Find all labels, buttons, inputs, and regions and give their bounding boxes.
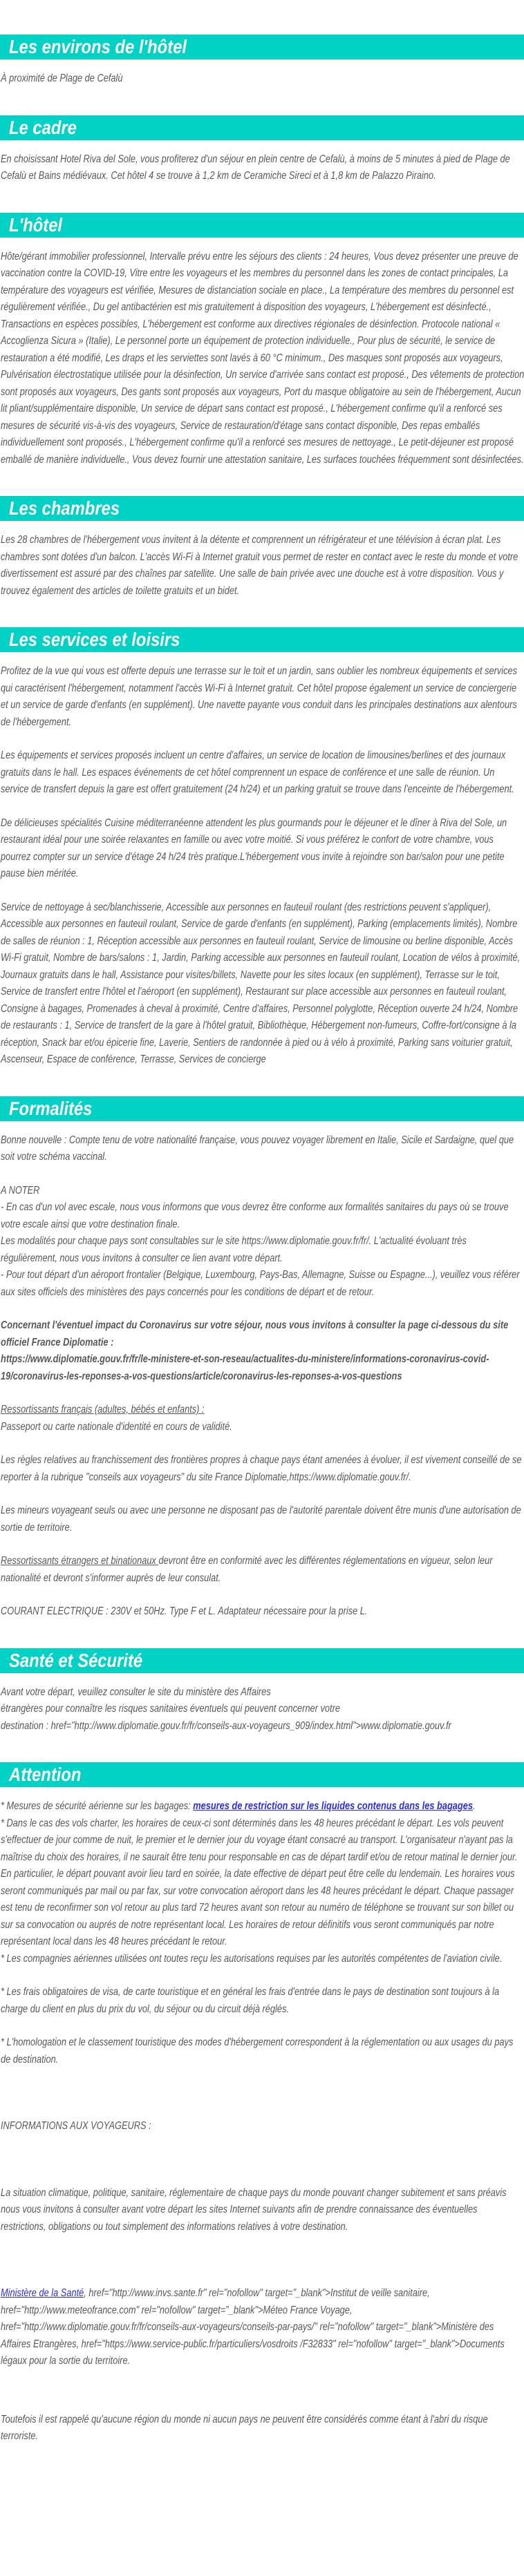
chambres-description-text: Les 28 chambres de l'hébergement vous invitent à la détente et comprennent un réfrigérateur et une télévision à écran plat. Les chambres sont dotées d'un balcon. L'accès Wi-Fi à Internet gratuit vous permet de rester en contact avec le reste du monde et votre divertissement est assuré par des chaînes par satellite. Une salle de bain privée avec une douche est à votre disposition. Vous y trouvez également des articles de toilette gratuits et un bidet. [1,534,518,597]
section-hotel [0,213,524,469]
section-heading-hotel [0,213,524,238]
formalites-regles-frontieres-text: Les règles relatives au franchissement des frontières propres à chaque pays étant amenées à évoluer, il est vivement conseillé de se reporter à la rubrique "conseils aux voyageurs" du site France Diplomatie,https://www.diplomatie.gouv.fr/. [1,1454,522,1483]
section-heading-environs [0,35,524,59]
note-escale-text: - En cas d'un vol avec escale, nous vous informons que vous devrez être conforme aux formalités sanitaires du pays où se trouve votre escale ainsi que votre destination finale. [1,1201,509,1230]
section-heading-attention [0,1762,524,1787]
environs-proximity-text: À proximité de Plage de Cefalù [1,73,123,84]
attention-frais-visa-text: * Les frais obligatoires de visa, de carte touristique et en général les frais d'entrée dans le pays de destination sont toujours à la charge du client en plus du prix du vol, du séjour ou du circuit déjà réglés. [1,1986,500,2015]
section-chambres [0,496,524,600]
cadre-description-text: En choisissant Hotel Riva del Sole, vous profiterez d'un séjour en plein centre de Cefalù, à moins de 5 minutes à pied de Plage de Cefalù et Bains médiévaux. Cet hôtel 4 se trouve à 1,2 km de Ceramiche Sireci et à 1,8 km de Palazzo Piraino. [1,153,510,182]
note-aeroport-frontalier-text: - Pour tout départ d'un aéroport frontalier (Belgique, Luxembourg, Pays-Bas, Allemagne, Suisse ou Espagne...), veuillez vous référer aux sites officiels des ministères des pays concernés pour les conditions de départ et de retour. [1,1269,520,1298]
vols-charter-text: * Dans le cas des vols charter, les horaires de ceux-ci sont déterminés dans les 48 heures précédant le départ. Les vols peuvent s'effectuer de jour comme de nuit, le premier et le dernier jour du voyage étant consacré au transport. L'organisateur n'ayant pas la maîtrise du choix des horaires, il ne saurait être tenu pour responsable en cas de départ tardif et/ou de retour matinal le dernier jour. En particulier, le départ pouvant avoir lieu tard en soirée, la date effective de départ peut être celle du lendemain. Les horaires vous seront communiqués par mail ou par fax, sur votre convocation aéroport dans les 48 heures précédant le départ. Chaque passager est tenu de reconfirmer son vol retour au plus tard 72 heures avant son retour au numéro de téléphone se trouvant sur son billet ou sur sa convocation ou auprés de notre représentant local. Les horaires de retour définitifs vous seront communiqués par notre représentant local dans les 48 heures précédant le retour. [1,1817,518,1947]
section-heading-sante [0,1648,524,1673]
ressortissants-francais-label: Ressortissants français (adultes, bébés et enfants) : [1,1404,205,1415]
compagnies-aeriennes-text: * Les compagnies aériennes utilisées ont toutes reçu les autorisations requises par les autorités compétentes de l'aviation civile. [1,1952,503,1965]
official-links-raw-text: , href="http://www.invs.sante.fr" rel="nofollow" target="_blank">Institut de veille sanitaire, href="http://www.meteofrance.com" rel="nofollow" target="_blank">Méteo France Voyage, href="http://www.diplomatie.gouv.fr/fr/conseils-aux-voyageurs/conseils-par-pays/" rel="nofollow" target="_blank">Ministère des Affaires Etrangères, href="https://www.service-public.fr/particuliers/vosdroits /F32833" rel="nofollow" target="_blank">Documents légaux pour la sortie du territoire. [1,2287,505,2367]
official-links-block [1,2285,524,2370]
sante-line2: étrangères pour connaître les risques sanitaires éventuels qui peuvent concerner votre [1,1703,340,1715]
situation-pays-block [1,2185,524,2236]
ressortissants-etrangers-label: Ressortissants étrangers et binationaux [1,1555,159,1567]
note-modalites-text: Les modalités pour chaque pays sont consultables sur le site https://www.diplomatie.gouv.fr/fr/. L'actualité évoluant très régulièrement, nous vous invitons à consulter ce lien avant votre départ. [1,1235,467,1264]
ressortissants-francais-text: Passeport ou carte nationale d'identité en cours de validité. [1,1420,232,1433]
situation-line1-text: La situation climatique, politique, sanitaire, réglementaire de chaque pays du monde pouvant changer subitement et sans préavis [1,2186,507,2199]
attention-flights-block [1,1798,524,1967]
informations-voyageurs-title: INFORMATIONS AUX VOYAGEURS : [1,2120,151,2132]
section-attention [0,1762,524,2445]
sante-advice-block [1,1684,524,1735]
section-environs [0,35,524,88]
formalites-ressortissants-francais [1,1402,524,1435]
formalites-bonne-nouvelle-text: Bonne nouvelle : Compte tenu de votre nationalité française, vous pouvez voyager librement en Italie, Sicile et Sardaigne, quel que soit votre schéma vaccinal. [1,1134,514,1163]
attention-homologation-text: * L'homologation et le classement touristique des modes d'hébergement correspondent à la réglementation ou aux usages du pays de destination. [1,2036,514,2065]
services-restaurant-text: De délicieuses spécialités Cuisine méditerranéenne attendent les plus gourmands pour le déjeuner et le dîner à Riva del Sole, un restaurant idéal pour une soirée relaxantes en famille ou avec votre moitié. Si vous préférez le confort de votre chambre, vous pourrez compter sur un service d'étage 24 h/24 très pratique.L'hébergement vous invite à rejoindre son bar/salon pour une petite pause bien méritée. [1,817,507,879]
formalites-mineurs-text: Les mineurs voyageant seuls ou avec une personne ne disposant pas de l'autorité parentale doivent être munis d'une autorisation de sortie de territoire. [1,1505,521,1534]
section-sante-securite [0,1648,524,1735]
section-cadre [0,115,524,185]
sante-line1: Avant votre départ, veuillez consulter le site du ministère des Affaires [1,1686,271,1698]
risque-terroriste-text: Toutefois il est rappelé qu'aucune région du monde ni aucun pays ne peuvent être considérés comme étant à l'abri du risque terroriste. [1,2413,488,2442]
section-title-attention: Attention [9,1764,82,1785]
services-amenities-list-text: Service de nettoyage à sec/blanchisserie, Accessible aux personnes en fauteuil roulant (des restrictions peuvent s'appliquer), Accessible aux personnes en fauteuil roulant, Service de garde d'enfants (en supplément), Parking (emplacements limités), Nombre de salles de réunion : 1, Réception accessible aux personnes en fauteuil roulant, Service de limousine ou berline disponible, Accès Wi-Fi gratuit, Nombre de bars/salons : 1, Jardin, Parking accessible aux personnes en fauteuil roulant, Location de vélos à proximité, Journaux gratuits dans le hall, Assistance pour visites/billets, Navette pour les sites locaux (en supplément), Terrasse sur le toit, Service de transfert entre l'hôtel et l'aéroport (en supplément), Restaurant sur place accessible aux personnes en fauteuil roulant, Consigne à bagages, Promenades à cheval à proximité, Centre d'affaires, Personnel polyglotte, Réception ouverte 24 h/24, Nombre de restaurants : 1, Service de transfert de la gare à l'hôtel gratuit, Bibliothèque, Hébergement non-fumeurs, Coffre-fort/consigne à la réception, Snack bar et/ou épicerie fine, Laverie, Sentiers de randonnée à pied ou à vélo à proximité, Parking sans voiturier gratuit, Ascenseur, Espace de conférence, Terrasse, Services de concierge [1,901,521,1065]
bagages-prefix-text: * Mesures de sécurité aérienne sur les bagages: [1,1800,194,1812]
liquides-restriction-link[interactable]: mesures de restriction sur les liquides contenus dans les bagages [193,1800,473,1812]
formalites-ressortissants-etrangers [1,1553,524,1587]
services-view-text: Profitez de la vue qui vous est offerte depuis une terrasse sur le toit et un jardin, sans oublier les nombreux équipements et services qui caractérisent l'hébergement, notamment l'accès Wi-Fi à Internet gratuit. Cet hôtel propose également un service de conciergerie et un service de garde d'enfants (en supplément). Une navette payante vous conduit dans les principales destinations aux alentours de l'hébergement. [1,665,518,728]
formalites-covid-notice [1,1317,524,1385]
section-formalites [0,1096,524,1621]
sante-destination-link-text: destination : href="http://www.diplomatie.gouv.fr/fr/conseils-aux-voyageurs_909/index.html">www.diplomatie.gouv.fr [1,1719,451,1732]
section-title-hotel: L'hôtel [9,213,63,236]
formalites-courant-electrique-text: COURANT ELECTRIQUE : 230V et 50Hz. Type F et L. Adaptateur nécessaire pour la prise L. [1,1605,368,1617]
formalites-note-block [1,1183,524,1301]
ministere-sante-link[interactable]: Ministère de la Santé [1,2287,84,2299]
covid-notice-text: Concernant l'éventuel impact du Coronavirus sur votre séjour, nous vous invitons à consulter la page ci-dessous du site officiel France Diplomatie : [1,1319,509,1348]
section-title-environs: Les environs de l'hôtel [9,36,187,57]
section-title-chambres: Les chambres [9,497,120,519]
services-equipment-text: Les équipements et services proposés incluent un centre d'affaires, un service de location de limousines/berlines et des journaux gratuits dans le hall. Les espaces événements de cet hôtel comprennent un espace de conférence et une salle de réunion. Un service de transfert depuis la gare est offert gratuitement (24 h/24) et un parking gratuit se trouve dans l'enceinte de l'hébergement. [1,750,514,795]
section-title-services: Les services et loisirs [9,629,180,650]
section-heading-formalites [0,1096,524,1121]
covid-notice-url: https://www.diplomatie.gouv.fr/fr/le-ministere-et-son-reseau/actualites-du-ministere/informations-coronavirus-covid-19/coronavirus-les-reponses-a-vos-questions/article/coronavirus-les-reponses-a-vos-questions [1,1353,489,1382]
section-title-sante: Santé et Sécurité [9,1649,143,1671]
situation-line2-text: nous vous invitons à consulter avant votre départ les sites Internet suivants afin de prendre connaissance des éventuelles restrictions, obligations ou tout simplement des informations relatives à votre destination. [1,2204,478,2233]
hotel-covid-measures-text: Hôte/gérant immobilier professionnel, Intervalle prévu entre les séjours des clients : 24 heures, Vous devez présenter une preuve de vaccination contre la COVID-19, Vitre entre les voyageurs et les membres du personnel dans les zones de contact principales, La température des voyageurs est vérifiée, Mesures de distanciation sociale en place., La température des membres du personnel est régulièrement vérifiée., Du gel antibactérien est mis gratuitement à disposition des voyageurs, L'hébergement est désinfecté., Transactions en espèces possibles, L'hébergement est conforme aux directives régionales de désinfection. Protocole national « Accoglienza Sicura » (Italie), Le personnel porte un équipement de protection individuelle., Pour plus de sécurité, le service de restauration a été modifié, Les draps et les serviettes sont lavés à 60 °C minimum., Des masques sont proposés aux voyageurs, Pulvérisation électrostatique utilisée pour la désinfection, Un service d'arrivée sans contact est proposé., Des vêtements de protection sont proposés aux voyageurs, Des gants sont proposés aux voyageurs, Port du masque obligatoire au sein de l'hébergement, Aucun lit pliant/supplémentaire disponible, Un service de départ sans contact est proposé., L'hébergement confirme qu'il a renforcé ses mesures de sécurité vis-à-vis des voyageurs, Service de restauration/d'étage sans contact disponible, Des repas emballés individuellement sont proposés., L'hébergement confirme qu'il a renforcé ses mesures de nettoyage., Le petit-déjeuner est proposé emballé de manière individuelle., Vous devez fournir une attestation sanitaire, Les surfaces touchées fréquemment sont désinfectées. [1,250,524,466]
section-title-cadre: Le cadre [9,116,77,138]
section-heading-chambres [0,496,524,521]
section-services [0,627,524,1069]
section-title-formalites: Formalités [9,1097,93,1119]
ressortissants-etrangers-text: devront être en conformité avec les différentes réglementations en vigueur, selon leur nationalité et devront s'informer auprès de leur consulat. [1,1555,493,1584]
section-heading-services [0,627,524,652]
bagages-suffix-text: . [472,1800,476,1812]
note-title: A NOTER [1,1184,40,1196]
section-heading-cadre [0,115,524,140]
